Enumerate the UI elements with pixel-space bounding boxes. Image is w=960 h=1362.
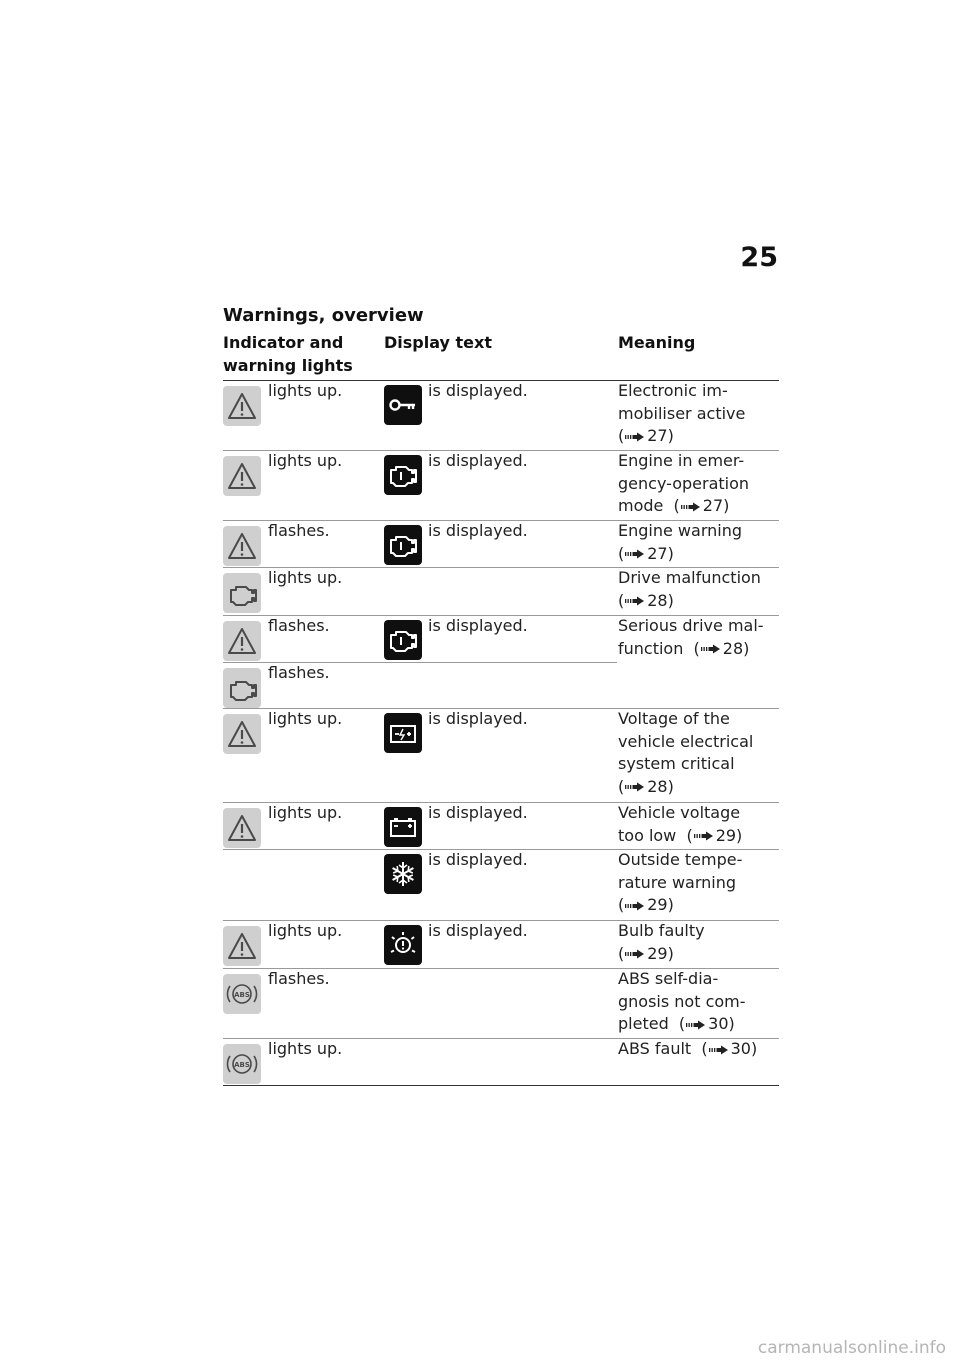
meaning-line: function ( 28): [618, 638, 750, 658]
indicator-state-text: lights up.: [268, 381, 343, 400]
meaning-text: [618, 380, 778, 448]
meaning-ref-line: ( 29): [618, 895, 674, 915]
meaning-text: [618, 920, 778, 965]
meaning-ref-line: ( 27): [618, 543, 674, 563]
general-warning-triangle-icon: [223, 808, 261, 848]
meaning-line: Engine warning: [618, 521, 742, 540]
display-text: is displayed.: [428, 709, 528, 728]
general-warning-triangle-icon: [223, 526, 261, 566]
abs-icon: [223, 1044, 261, 1084]
meaning-line: gnosis not com-: [618, 991, 746, 1011]
meaning-line: Serious drive mal-: [618, 616, 764, 635]
display-text: is displayed.: [428, 803, 528, 822]
page-reference[interactable]: 29): [647, 895, 674, 915]
meaning-line: Bulb faulty: [618, 921, 705, 940]
display-text: is displayed.: [428, 521, 528, 540]
meaning-line: Drive malfunction: [618, 568, 761, 587]
page-reference-arrow-icon: [686, 1020, 706, 1030]
engine-indicator-icon: [223, 668, 261, 708]
meaning-text: [618, 708, 778, 798]
header-meaning: Meaning: [618, 333, 696, 352]
meaning-text: [618, 968, 778, 1036]
page-reference-arrow-icon: [709, 1045, 729, 1055]
meaning-text: [618, 802, 778, 847]
header-indicator: Indicator and warning lights: [223, 333, 353, 375]
table-bottom-rule: [223, 1085, 779, 1086]
snowflake-icon: [384, 854, 422, 894]
meaning-text: [618, 520, 778, 565]
bulb-fault-icon: [384, 925, 422, 965]
meaning-line: ABS fault ( 30): [618, 1039, 758, 1058]
page-reference[interactable]: 29): [715, 825, 743, 845]
meaning-text: [618, 615, 778, 660]
meaning-ref-line: ( 29): [618, 943, 674, 963]
meaning-text: [618, 450, 778, 518]
display-text: is displayed.: [428, 381, 528, 400]
page-reference[interactable]: 27): [647, 543, 674, 563]
header-display: Display text: [384, 333, 492, 352]
meaning-line: Outside tempe-: [618, 850, 743, 869]
meaning-line: mobiliser active: [618, 403, 746, 423]
page-reference[interactable]: 27): [702, 496, 730, 516]
indicator-state-text: flashes.: [268, 969, 330, 988]
general-warning-triangle-icon: [223, 621, 261, 661]
svg-text:ABS: ABS: [234, 991, 250, 999]
page-reference-arrow-icon: [625, 549, 645, 559]
page-reference-arrow-icon: [694, 831, 714, 841]
page-reference[interactable]: 30): [730, 1039, 758, 1058]
indicator-state-text: lights up.: [268, 803, 343, 822]
engine-icon: [384, 620, 422, 660]
indicator-state-text: lights up.: [268, 1039, 343, 1058]
meaning-ref-line: ( 28): [618, 776, 674, 796]
indicator-state-text: flashes.: [268, 663, 330, 682]
footer-watermark: carmanualsonline.info: [757, 1338, 946, 1358]
section-title: Warnings, overview: [223, 305, 424, 326]
indicator-state-text: lights up.: [268, 921, 343, 940]
battery-voltage-icon: [384, 713, 422, 753]
general-warning-triangle-icon: [223, 456, 261, 496]
page-reference-arrow-icon: [625, 432, 645, 442]
display-text: is displayed.: [428, 850, 528, 869]
page-reference[interactable]: 27): [647, 426, 674, 446]
meaning-text: [618, 567, 778, 612]
page-reference-arrow-icon: [625, 596, 645, 606]
page-reference-arrow-icon: [681, 502, 701, 512]
engine-indicator-icon: [223, 573, 261, 613]
meaning-line: too low ( 29): [618, 825, 743, 845]
meaning-line: Electronic im-: [618, 381, 728, 400]
meaning-ref-line: ( 28): [618, 590, 674, 610]
engine-icon: [384, 525, 422, 565]
svg-text:ABS: ABS: [234, 1061, 250, 1069]
meaning-line: rature warning: [618, 872, 737, 892]
meaning-line: pleted ( 30): [618, 1014, 735, 1034]
meaning-line: ABS self-dia-: [618, 969, 719, 988]
display-text: is displayed.: [428, 616, 528, 635]
display-text: is displayed.: [428, 921, 528, 940]
page-reference[interactable]: 30): [708, 1014, 735, 1034]
battery-icon: [384, 807, 422, 847]
indicator-state-text: lights up.: [268, 709, 343, 728]
page-reference[interactable]: 29): [647, 943, 674, 963]
meaning-ref-line: ( 27): [618, 426, 674, 446]
display-text: is displayed.: [428, 451, 528, 470]
indicator-state-text: lights up.: [268, 451, 343, 470]
indicator-state-text: lights up.: [268, 568, 343, 587]
page-reference[interactable]: 28): [647, 776, 674, 796]
abs-icon: [223, 974, 261, 1014]
meaning-line: Voltage of the: [618, 709, 730, 728]
page-reference-arrow-icon: [625, 782, 645, 792]
indicator-state-text: flashes.: [268, 521, 330, 540]
meaning-line: mode ( 27): [618, 496, 730, 516]
meaning-line: vehicle electrical: [618, 731, 754, 751]
key-icon: [384, 385, 422, 425]
page-reference[interactable]: 28): [722, 638, 750, 658]
page-reference-arrow-icon: [625, 949, 645, 959]
meaning-line: system critical: [618, 754, 735, 774]
meaning-text: [618, 849, 778, 917]
general-warning-triangle-icon: [223, 714, 261, 754]
meaning-line: gency-operation: [618, 473, 750, 493]
general-warning-triangle-icon: [223, 386, 261, 426]
meaning-text: [618, 1038, 778, 1061]
page-reference-arrow-icon: [625, 901, 645, 911]
engine-icon: [384, 455, 422, 495]
page-reference[interactable]: 28): [647, 590, 674, 610]
page-number: 25: [740, 242, 778, 273]
general-warning-triangle-icon: [223, 926, 261, 966]
meaning-line: Engine in emer-: [618, 451, 745, 470]
page-reference-arrow-icon: [701, 644, 721, 654]
indicator-state-text: flashes.: [268, 616, 330, 635]
meaning-line: Vehicle voltage: [618, 803, 741, 822]
